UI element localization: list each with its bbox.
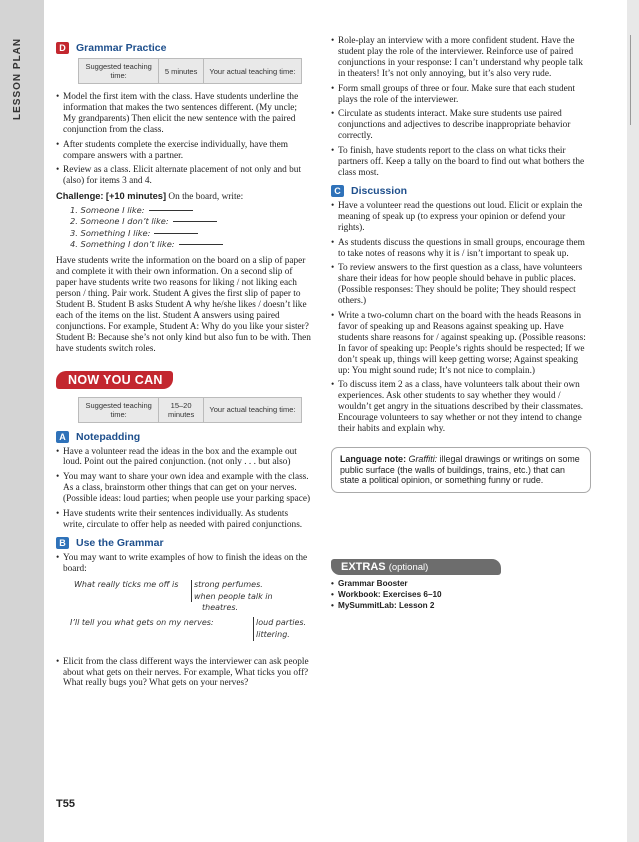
list-item: • After students complete the exercise individually, have them compare answers with a partner. [56,140,311,162]
now-you-can-banner: NOW YOU CAN [56,371,173,389]
list-item: • MySummitLab: Lesson 2 [331,601,591,611]
section-b-header [56,537,311,549]
list-item: • To finish, have students report to the class on what ticks their partners off. Keep a tally on the board to find out what bothers the class most. [331,146,591,179]
list-item: • Form small groups of three or four. Make sure that each student plays the role of the interviewer. [331,84,591,106]
teaching-time-box-2 [78,397,302,423]
page-number: T55 [56,798,75,810]
list-item: • Circulate as students interact. Make sure students use paired conjunctions and adjectives to describe inappropriate behavior correctly. [331,109,591,142]
list-item: • You may want to share your own idea and example with the class. As a class, brainstorm other things that can get on your nerves. (Possible ideas: loud parties; when people use your parking space) [56,472,311,505]
suggested-time-value: 5 minutes [159,59,204,83]
list-item: • To discuss item 2 as a class, have volunteers talk about their own experiences. Ask other students to say whether they would / wouldn’t get angry in the situations described by their classmates. Encourage volunteers to say whether or not they intend to change their habits and explain why. [331,380,591,435]
section-b-badge: B [56,537,69,549]
board-text: loud parties. [256,617,307,627]
right-column [331,36,591,612]
board-text: theatres. [202,602,239,612]
section-c-badge: C [331,185,344,197]
section-a-title: Notepadding [76,430,141,443]
board-text: strong perfumes. [194,579,263,589]
actual-time-label: Your actual teaching time: [209,66,296,76]
challenge-text: On the board, write: [168,192,244,203]
list-item: • Role-play an interview with a more confident student. Have the student play the role of the interviewer. Reinforce use of paired conjunctions in your response: I can’t understand why people talk in theaters! It’s not only annoying, but it’s also very rude. [331,36,591,80]
section-d-badge: D [56,42,69,54]
language-note-term: Graffiti: [408,454,438,464]
list-item: • Elicit from the class different ways the interviewer can ask people about what gets on their nerves. For example, What ticks you off? What really bugs you? What gets on your nerves? [56,657,311,690]
challenge-line [56,191,311,203]
section-b-bullets-2 [56,657,311,690]
list-item: • Have students write their sentences individually. As students write, circulate to offer help as needed with paired conjunctions. [56,509,311,531]
section-c-header [331,185,591,197]
list-item: • Have a volunteer read the ideas in the box and the example out loud. Point out the paired conjunction. (not only . . . but also) [56,447,311,469]
section-a-bullets [56,447,311,531]
sidebar-label: LESSON PLAN [12,37,23,120]
board-examples [70,579,311,651]
challenge-label: Challenge: [56,191,104,202]
board-text: I’ll tell you what gets on my nerves: [70,617,214,627]
challenge-steps [70,205,311,250]
list-item: • You may want to write examples of how to finish the ideas on the board: [56,553,311,575]
extras-title: EXTRAS [341,560,386,573]
board-text: littering. [256,629,290,639]
language-note-label: Language note: [340,454,407,464]
list-item: • Review as a class. Elicit alternate placement of not only and but (also) for items 3 and 4. [56,165,311,187]
actual-time-label: Your actual teaching time: [209,405,296,414]
board-bracket [191,580,192,602]
challenge-paragraph: Have students write the information on the board on a slip of paper and complete it with their own information. On a second slip of paper have students write two reasons for liking / not liking each person / thing. Pair work. Student A gives the first slip of paper to Student B. Student B asks Student A why he/she likes / doesn’t like each of the items on the list. Student A answers using paired conjunctions. For example, Student A: Why do you like your sister? Student B: Because she’s not only kind but also fun to be with. Then have students switch roles. [56,256,311,354]
left-column [56,36,311,693]
suggested-time-label: Suggested teaching time: [79,59,159,83]
list-item: • Model the first item with the class. Have students underline the information that makes the two sentences different. (My uncle; My grandparents) Then elicit the new sentence with the paired conjunction from the class. [56,92,311,136]
board-text: What really ticks me off is [74,579,179,589]
list-item: • As students discuss the questions in small groups, encourage them to take notes of reasons why it is / isn’t important to speak up. [331,238,591,260]
section-d-header [56,42,311,54]
step-item: 3. Something I like: [70,228,311,239]
right-bullets [331,36,591,179]
suggested-time-label: Suggested teaching time: [79,398,159,422]
section-a-badge: A [56,431,69,443]
section-b-title: Use the Grammar [76,536,164,549]
language-note-text: illegal drawings or writings on some public surface (the walls of buildings, trains, etc.) that can state a political opinion, or something funny or rude. [340,454,580,485]
step-item: 1. Someone I like: [70,205,311,216]
challenge-time: [+10 minutes] [105,191,167,202]
right-edge-bar [627,0,639,842]
section-c-bullets [331,201,591,435]
board-bracket [253,617,254,641]
list-item: • Workbook: Exercises 6–10 [331,590,591,600]
list-item: • To review answers to the first question as a class, have volunteers share their ideas for how people should behave in public places. (Possible responses: They should be polite; They should respect others.) [331,263,591,307]
section-d-title: Grammar Practice [76,42,167,54]
step-item: 4. Something I don’t like: [70,239,311,250]
language-note-box [331,447,591,493]
extras-subtitle: (optional) [388,561,429,573]
extras-banner [331,559,501,575]
list-item: • Grammar Booster [331,579,591,589]
suggested-time-value: 15–20 minutes [159,398,204,422]
list-item: • Write a two-column chart on the board with the heads Reasons in favor of speaking up and Reasons against speaking up. Have students share reasons for / against speaking up. (Possible reasons: In favor of speaking up: People’s rights should be respected; If we don’t speak up, things will keep getting worse; Against speaking up: You might sound rude; It’s not nice to complain.) [331,311,591,376]
extras-list [331,579,591,611]
section-b-bullets [56,553,311,575]
section-d-bullets [56,92,311,187]
list-item: • Have a volunteer read the questions out loud. Elicit or explain the meaning of speak up (to express your opinion or defend your rights). [331,201,591,234]
sidebar [0,0,44,842]
section-c-title: Discussion [351,184,408,197]
teaching-time-box [78,58,302,84]
step-item: 2. Someone I don’t like: [70,216,311,227]
board-text: when people talk in [194,591,273,601]
section-a-header [56,431,311,443]
